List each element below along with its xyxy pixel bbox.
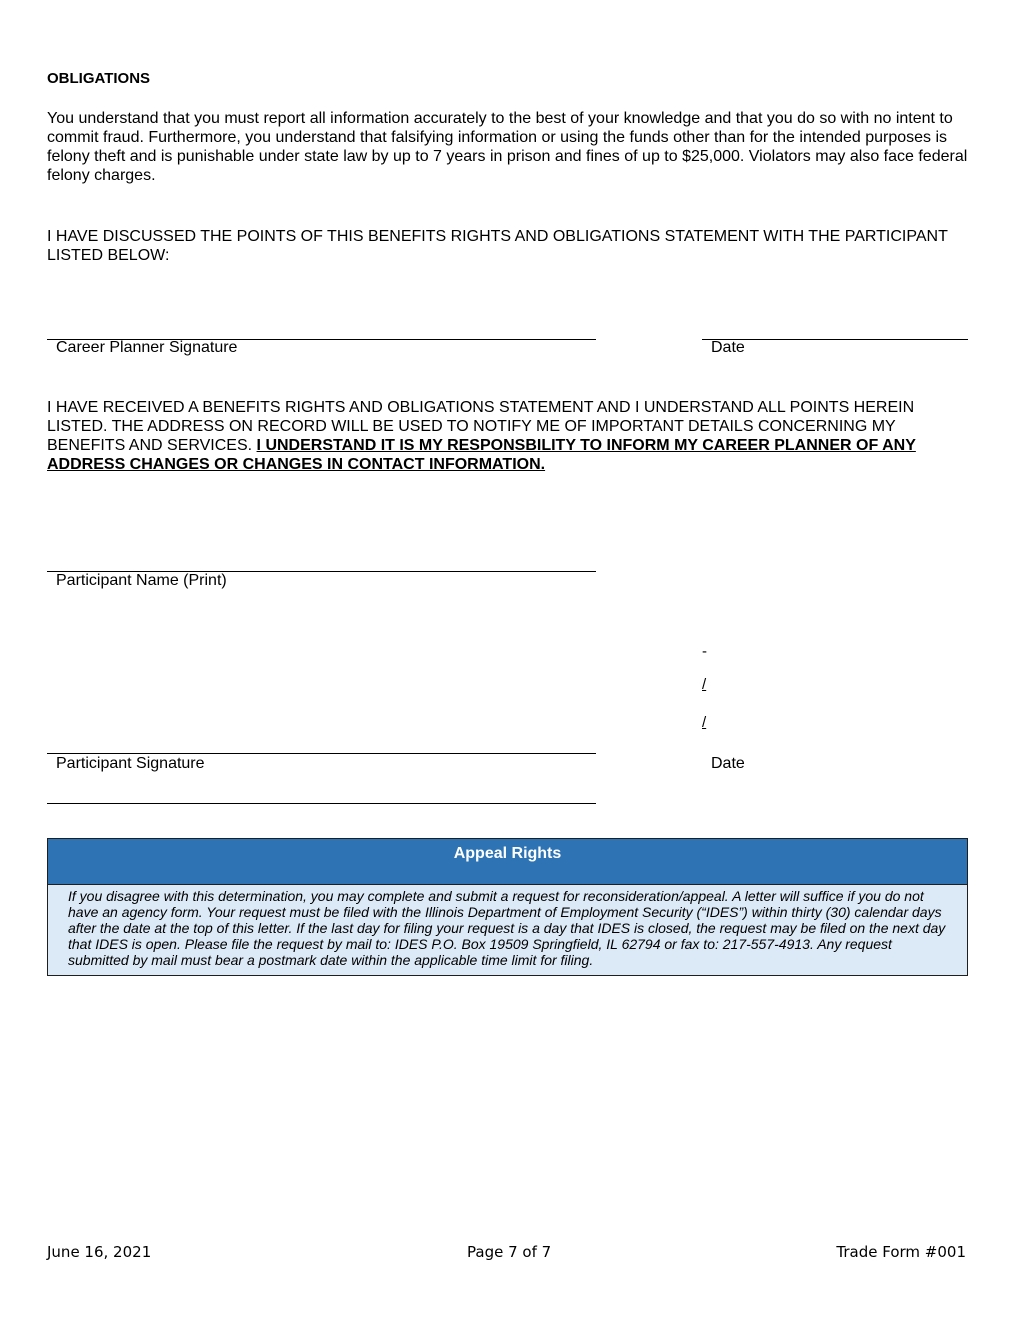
date-slash-mark-1: / bbox=[702, 676, 707, 693]
footer-date: June 16, 2021 bbox=[47, 1243, 152, 1261]
participant-statement-emphasis: I UNDERSTAND IT IS MY RESPONSBILITY TO INFORM MY CAREER PLANNER OF ANY ADDRESS CHANGES OR CHANGES IN CONTACT INFORMATION. bbox=[47, 437, 916, 473]
planner-signature-label: Career Planner Signature bbox=[56, 339, 238, 356]
footer-form-number: Trade Form #001 bbox=[836, 1243, 966, 1261]
appeal-rights-box bbox=[47, 838, 968, 976]
participant-statement-text: I HAVE RECEIVED A BENEFITS RIGHTS AND OBLIGATIONS STATEMENT AND I UNDERSTAND ALL POINTS HEREIN LISTED. THE ADDRESS ON RECORD WILL BE USED TO NOTIFY ME OF IMPORTANT DETAILS CONCERNING MY BENEFITS AND SERVICES. bbox=[47, 399, 915, 454]
appeal-rights-body: If you disagree with this determination, you may complete and submit a request for reconsideration/appeal. A letter will suffice if you do not have an agency form. Your request must be filed with the Illinois Department of Employment Security (“IDES”) within thirty (30) calendar days after the date at the top of this letter. If the last day for filing your request is a day that IDES is closed, the request may be filed on the next day that IDES is open. Please file the request by mail to: IDES P.O. Box 19509 Springfield, IL 62794 or fax to: 217-557-4913. Any request submitted by mail must bear a postmark date within the applicable time limit for filing. bbox=[48, 885, 967, 975]
participant-signature-label: Participant Signature bbox=[56, 755, 205, 772]
planner-date-label: Date bbox=[711, 339, 745, 356]
planner-statement: I HAVE DISCUSSED THE POINTS OF THIS BENEFITS RIGHTS AND OBLIGATIONS STATEMENT WITH THE PARTICIPANT LISTED BELOW: bbox=[47, 228, 948, 264]
participant-signature-line[interactable] bbox=[47, 753, 596, 754]
date-slash-mark-2: / bbox=[702, 714, 707, 731]
date-dash-mark: - bbox=[702, 643, 707, 660]
obligations-paragraph: You understand that you must report all information accurately to the best of your knowledge and that you do so with no intent to commit fraud. Furthermore, you understand that falsifying information or using the funds other than for the intended purposes is felony theft and is punishable under state law by up to 7 years in prison and fines of up to $25,000. Violators may also face federal felony charges. bbox=[47, 110, 968, 184]
participant-name-label: Participant Name (Print) bbox=[56, 572, 227, 589]
obligations-heading: OBLIGATIONS bbox=[47, 70, 151, 87]
participant-date-label: Date bbox=[711, 755, 745, 772]
participant-statement bbox=[47, 398, 972, 474]
footer-page-number: Page 7 of 7 bbox=[467, 1243, 552, 1261]
appeal-rights-title: Appeal Rights bbox=[48, 839, 967, 885]
extra-signature-line[interactable] bbox=[47, 803, 596, 804]
